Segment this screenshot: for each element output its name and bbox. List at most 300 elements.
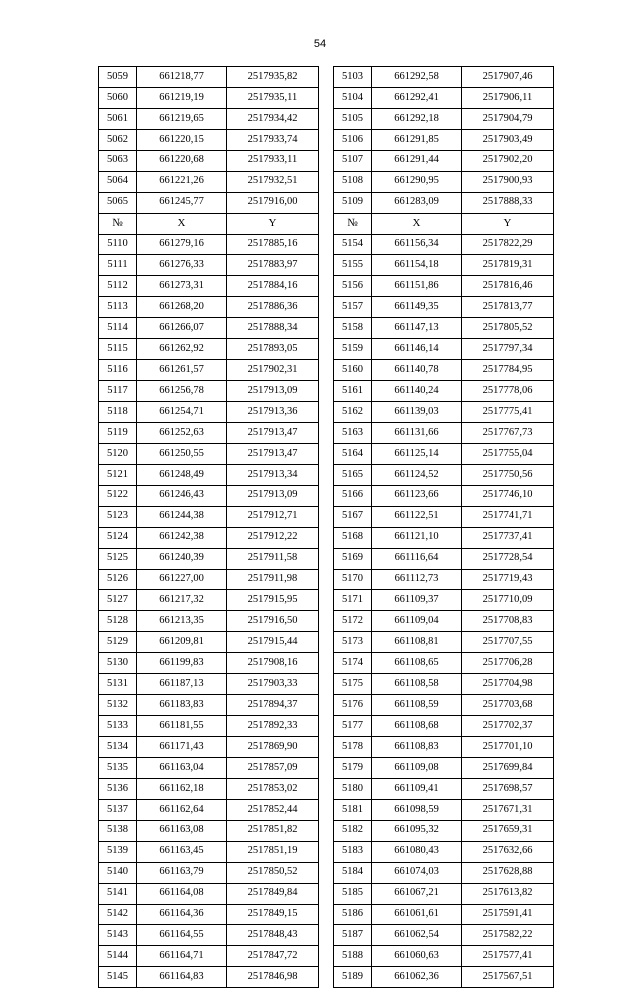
y-coordinate-cell: 2517708,83 [462,611,554,632]
table-row [99,695,319,716]
table-row [334,716,554,737]
table-row [334,464,554,485]
point-number-cell: 5157 [334,297,372,318]
table-row [334,946,554,967]
y-coordinate-cell: 2517632,66 [462,841,554,862]
table-row [99,778,319,799]
y-coordinate-cell: 2517907,46 [462,67,554,88]
y-coordinate-cell: 2517746,10 [462,485,554,506]
point-number-cell: 5128 [99,611,137,632]
table-row [334,443,554,464]
table-row [334,925,554,946]
point-number-cell: 5184 [334,862,372,883]
point-number-cell: 5106 [334,129,372,150]
y-coordinate-cell: 2517893,05 [227,339,319,360]
y-coordinate-cell: 2517775,41 [462,402,554,423]
y-coordinate-cell: 2517934,42 [227,108,319,129]
point-number-cell: 5120 [99,443,137,464]
point-number-cell: 5127 [99,590,137,611]
y-coordinate-cell: 2517935,11 [227,87,319,108]
point-number-cell: 5124 [99,527,137,548]
table-row [99,862,319,883]
table-row [334,129,554,150]
y-coordinate-cell: 2517884,16 [227,276,319,297]
x-coordinate-cell: 661266,07 [137,318,227,339]
y-coordinate-cell: 2517613,82 [462,883,554,904]
y-coordinate-cell: 2517671,31 [462,799,554,820]
x-coordinate-cell: 661109,37 [372,590,462,611]
y-coordinate-cell: 2517719,43 [462,569,554,590]
point-number-cell: 5060 [99,87,137,108]
point-number-cell: 5104 [334,87,372,108]
point-number-cell: 5110 [99,234,137,255]
point-number-cell: 5174 [334,653,372,674]
x-coordinate-cell: 661252,63 [137,422,227,443]
x-coordinate-cell: 661187,13 [137,674,227,695]
y-coordinate-cell: 2517846,98 [227,967,319,988]
x-coordinate-cell: 661124,52 [372,464,462,485]
table-row [99,799,319,820]
x-coordinate-cell: 661163,79 [137,862,227,883]
point-number-cell: 5107 [334,150,372,171]
x-coordinate-cell: 661162,64 [137,799,227,820]
y-coordinate-cell: 2517750,56 [462,464,554,485]
x-coordinate-cell: 661240,39 [137,548,227,569]
x-coordinate-cell: 661108,58 [372,674,462,695]
x-coordinate-cell: 661244,38 [137,506,227,527]
table-row [334,506,554,527]
point-number-cell: 5162 [334,402,372,423]
y-coordinate-cell: 2517659,31 [462,820,554,841]
y-coordinate-cell: 2517915,44 [227,632,319,653]
x-coordinate-cell: 661163,45 [137,841,227,862]
point-number-cell: 5165 [334,464,372,485]
point-number-cell: 5135 [99,757,137,778]
table-row [99,527,319,548]
table-row [334,171,554,192]
x-coordinate-cell: 661095,32 [372,820,462,841]
y-coordinate-cell: 2517849,84 [227,883,319,904]
point-number-cell: 5144 [99,946,137,967]
x-coordinate-cell: 661108,81 [372,632,462,653]
y-coordinate-cell: 2517903,33 [227,674,319,695]
table-row [99,820,319,841]
y-coordinate-cell: 2517728,54 [462,548,554,569]
header-x-cell: X [372,213,462,234]
point-number-cell: 5186 [334,904,372,925]
point-number-cell: 5181 [334,799,372,820]
point-number-cell: 5063 [99,150,137,171]
x-coordinate-cell: 661218,77 [137,67,227,88]
y-coordinate-cell: 2517699,84 [462,757,554,778]
point-number-cell: 5143 [99,925,137,946]
coordinates-table-right [333,66,554,988]
x-coordinate-cell: 661098,59 [372,799,462,820]
point-number-cell: 5175 [334,674,372,695]
point-number-cell: 5111 [99,255,137,276]
point-number-cell: 5177 [334,716,372,737]
x-coordinate-cell: 661131,66 [372,422,462,443]
x-coordinate-cell: 661292,18 [372,108,462,129]
x-coordinate-cell: 661062,36 [372,967,462,988]
table-row [334,87,554,108]
x-coordinate-cell: 661250,55 [137,443,227,464]
x-coordinate-cell: 661291,85 [372,129,462,150]
table-row [99,946,319,967]
point-number-cell: 5121 [99,464,137,485]
table-row [334,360,554,381]
y-coordinate-cell: 2517932,51 [227,171,319,192]
y-coordinate-cell: 2517933,74 [227,129,319,150]
x-coordinate-cell: 661140,78 [372,360,462,381]
y-coordinate-cell: 2517582,22 [462,925,554,946]
y-coordinate-cell: 2517888,34 [227,318,319,339]
y-coordinate-cell: 2517913,47 [227,443,319,464]
x-coordinate-cell: 661199,83 [137,653,227,674]
x-coordinate-cell: 661156,34 [372,234,462,255]
x-coordinate-cell: 661154,18 [372,255,462,276]
table-row [99,569,319,590]
x-coordinate-cell: 661209,81 [137,632,227,653]
y-coordinate-cell: 2517741,71 [462,506,554,527]
y-coordinate-cell: 2517784,95 [462,360,554,381]
y-coordinate-cell: 2517853,02 [227,778,319,799]
point-number-cell: 5161 [334,381,372,402]
point-number-cell: 5182 [334,820,372,841]
table-row [334,757,554,778]
table-row [334,799,554,820]
y-coordinate-cell: 2517886,36 [227,297,319,318]
table-row [334,653,554,674]
x-coordinate-cell: 661060,63 [372,946,462,967]
y-coordinate-cell: 2517767,73 [462,422,554,443]
header-y-cell: Y [227,213,319,234]
y-coordinate-cell: 2517852,44 [227,799,319,820]
x-coordinate-cell: 661125,14 [372,443,462,464]
point-number-cell: 5108 [334,171,372,192]
point-number-cell: 5159 [334,339,372,360]
point-number-cell: 5126 [99,569,137,590]
y-coordinate-cell: 2517904,79 [462,108,554,129]
x-coordinate-cell: 661109,08 [372,757,462,778]
x-coordinate-cell: 661139,03 [372,402,462,423]
point-number-cell: 5158 [334,318,372,339]
table-row [334,841,554,862]
x-coordinate-cell: 661163,08 [137,820,227,841]
point-number-cell: 5112 [99,276,137,297]
table-row [99,360,319,381]
x-coordinate-cell: 661108,65 [372,653,462,674]
table-row [99,485,319,506]
y-coordinate-cell: 2517902,31 [227,360,319,381]
y-coordinate-cell: 2517737,41 [462,527,554,548]
x-coordinate-cell: 661121,10 [372,527,462,548]
y-coordinate-cell: 2517816,46 [462,276,554,297]
point-number-cell: 5130 [99,653,137,674]
y-coordinate-cell: 2517894,37 [227,695,319,716]
y-coordinate-cell: 2517819,31 [462,255,554,276]
page-number: 54 [313,38,327,50]
table-header-row [334,213,554,234]
y-coordinate-cell: 2517885,16 [227,234,319,255]
y-coordinate-cell: 2517935,82 [227,67,319,88]
y-coordinate-cell: 2517851,19 [227,841,319,862]
point-number-cell: 5119 [99,422,137,443]
x-coordinate-cell: 661164,08 [137,883,227,904]
x-coordinate-cell: 661292,41 [372,87,462,108]
x-coordinate-cell: 661217,32 [137,590,227,611]
point-number-cell: 5103 [334,67,372,88]
y-coordinate-cell: 2517567,51 [462,967,554,988]
x-coordinate-cell: 661268,20 [137,297,227,318]
y-coordinate-cell: 2517902,20 [462,150,554,171]
point-number-cell: 5116 [99,360,137,381]
x-coordinate-cell: 661220,68 [137,150,227,171]
table-header-row [99,213,319,234]
y-coordinate-cell: 2517857,09 [227,757,319,778]
x-coordinate-cell: 661067,21 [372,883,462,904]
y-coordinate-cell: 2517702,37 [462,716,554,737]
point-number-cell: 5189 [334,967,372,988]
table-row [99,548,319,569]
table-row [99,129,319,150]
table-row [334,67,554,88]
x-coordinate-cell: 661279,16 [137,234,227,255]
x-coordinate-cell: 661273,31 [137,276,227,297]
x-coordinate-cell: 661164,71 [137,946,227,967]
y-coordinate-cell: 2517892,33 [227,716,319,737]
coordinates-table-left [98,66,319,988]
table-row [334,318,554,339]
table-row [334,485,554,506]
y-coordinate-cell: 2517706,28 [462,653,554,674]
table-row [99,737,319,758]
point-number-cell: 5105 [334,108,372,129]
table-row [99,841,319,862]
y-coordinate-cell: 2517906,11 [462,87,554,108]
point-number-cell: 5185 [334,883,372,904]
x-coordinate-cell: 661220,15 [137,129,227,150]
table-row [99,653,319,674]
x-coordinate-cell: 661149,35 [372,297,462,318]
x-coordinate-cell: 661147,13 [372,318,462,339]
point-number-cell: 5136 [99,778,137,799]
header-x-cell: X [137,213,227,234]
header-number-cell: № [99,213,137,234]
point-number-cell: 5131 [99,674,137,695]
x-coordinate-cell: 661109,04 [372,611,462,632]
y-coordinate-cell: 2517913,47 [227,422,319,443]
x-coordinate-cell: 661292,58 [372,67,462,88]
table-row [334,862,554,883]
x-coordinate-cell: 661112,73 [372,569,462,590]
point-number-cell: 5163 [334,422,372,443]
x-coordinate-cell: 661254,71 [137,402,227,423]
table-row [334,339,554,360]
table-row [334,695,554,716]
x-coordinate-cell: 661291,44 [372,150,462,171]
x-coordinate-cell: 661219,19 [137,87,227,108]
x-coordinate-cell: 661256,78 [137,381,227,402]
point-number-cell: 5065 [99,192,137,213]
table-row [99,443,319,464]
table-row [334,967,554,988]
y-coordinate-cell: 2517805,52 [462,318,554,339]
table-row [99,150,319,171]
y-coordinate-cell: 2517701,10 [462,737,554,758]
y-coordinate-cell: 2517849,15 [227,904,319,925]
table-row [99,611,319,632]
y-coordinate-cell: 2517822,29 [462,234,554,255]
y-coordinate-cell: 2517913,36 [227,402,319,423]
x-coordinate-cell: 661109,41 [372,778,462,799]
point-number-cell: 5137 [99,799,137,820]
header-y-cell: Y [462,213,554,234]
y-coordinate-cell: 2517912,22 [227,527,319,548]
x-coordinate-cell: 661164,83 [137,967,227,988]
x-coordinate-cell: 661146,14 [372,339,462,360]
table-row [334,255,554,276]
table-row [99,192,319,213]
x-coordinate-cell: 661164,36 [137,904,227,925]
table-row [99,339,319,360]
y-coordinate-cell: 2517851,82 [227,820,319,841]
table-row [99,422,319,443]
table-row [99,276,319,297]
y-coordinate-cell: 2517710,09 [462,590,554,611]
point-number-cell: 5059 [99,67,137,88]
point-number-cell: 5164 [334,443,372,464]
table-row [99,632,319,653]
table-row [99,590,319,611]
point-number-cell: 5142 [99,904,137,925]
y-coordinate-cell: 2517908,16 [227,653,319,674]
table-row [334,674,554,695]
y-coordinate-cell: 2517888,33 [462,192,554,213]
column-gap [319,66,333,988]
point-number-cell: 5140 [99,862,137,883]
point-number-cell: 5179 [334,757,372,778]
table-row [99,464,319,485]
point-number-cell: 5109 [334,192,372,213]
y-coordinate-cell: 2517847,72 [227,946,319,967]
table-row [99,108,319,129]
table-row [334,234,554,255]
point-number-cell: 5155 [334,255,372,276]
x-coordinate-cell: 661283,09 [372,192,462,213]
y-coordinate-cell: 2517916,50 [227,611,319,632]
table-row [334,904,554,925]
table-row [334,778,554,799]
table-row [99,234,319,255]
point-number-cell: 5129 [99,632,137,653]
point-number-cell: 5170 [334,569,372,590]
x-coordinate-cell: 661242,38 [137,527,227,548]
x-coordinate-cell: 661221,26 [137,171,227,192]
table-row [334,402,554,423]
table-row [99,674,319,695]
x-coordinate-cell: 661181,55 [137,716,227,737]
y-coordinate-cell: 2517900,93 [462,171,554,192]
table-row [334,569,554,590]
y-coordinate-cell: 2517912,71 [227,506,319,527]
x-coordinate-cell: 661219,65 [137,108,227,129]
x-coordinate-cell: 661151,86 [372,276,462,297]
table-row [99,297,319,318]
x-coordinate-cell: 661276,33 [137,255,227,276]
table-row [99,171,319,192]
table-row [334,527,554,548]
point-number-cell: 5167 [334,506,372,527]
point-number-cell: 5117 [99,381,137,402]
x-coordinate-cell: 661122,51 [372,506,462,527]
point-number-cell: 5160 [334,360,372,381]
table-row [99,925,319,946]
table-row [99,967,319,988]
table-row [99,402,319,423]
y-coordinate-cell: 2517933,11 [227,150,319,171]
point-number-cell: 5180 [334,778,372,799]
table-row [334,737,554,758]
point-number-cell: 5125 [99,548,137,569]
table-row [334,108,554,129]
x-coordinate-cell: 661164,55 [137,925,227,946]
point-number-cell: 5166 [334,485,372,506]
table-row [334,590,554,611]
point-number-cell: 5114 [99,318,137,339]
point-number-cell: 5113 [99,297,137,318]
table-row [334,192,554,213]
y-coordinate-cell: 2517698,57 [462,778,554,799]
x-coordinate-cell: 661163,04 [137,757,227,778]
table-row [334,820,554,841]
x-coordinate-cell: 661108,59 [372,695,462,716]
point-number-cell: 5173 [334,632,372,653]
x-coordinate-cell: 661262,92 [137,339,227,360]
x-coordinate-cell: 661213,35 [137,611,227,632]
y-coordinate-cell: 2517813,77 [462,297,554,318]
table-row [99,318,319,339]
y-coordinate-cell: 2517703,68 [462,695,554,716]
table-row [99,381,319,402]
y-coordinate-cell: 2517628,88 [462,862,554,883]
y-coordinate-cell: 2517591,41 [462,904,554,925]
y-coordinate-cell: 2517916,00 [227,192,319,213]
x-coordinate-cell: 661140,24 [372,381,462,402]
table-row [99,716,319,737]
coordinates-grid [98,66,554,988]
point-number-cell: 5139 [99,841,137,862]
point-number-cell: 5168 [334,527,372,548]
point-number-cell: 5187 [334,925,372,946]
y-coordinate-cell: 2517913,09 [227,381,319,402]
y-coordinate-cell: 2517778,06 [462,381,554,402]
point-number-cell: 5141 [99,883,137,904]
table-row [334,297,554,318]
table-row [99,904,319,925]
point-number-cell: 5156 [334,276,372,297]
y-coordinate-cell: 2517704,98 [462,674,554,695]
x-coordinate-cell: 661171,43 [137,737,227,758]
table-row [334,150,554,171]
point-number-cell: 5145 [99,967,137,988]
y-coordinate-cell: 2517903,49 [462,129,554,150]
table-row [334,611,554,632]
y-coordinate-cell: 2517913,09 [227,485,319,506]
y-coordinate-cell: 2517913,34 [227,464,319,485]
y-coordinate-cell: 2517869,90 [227,737,319,758]
y-coordinate-cell: 2517755,04 [462,443,554,464]
